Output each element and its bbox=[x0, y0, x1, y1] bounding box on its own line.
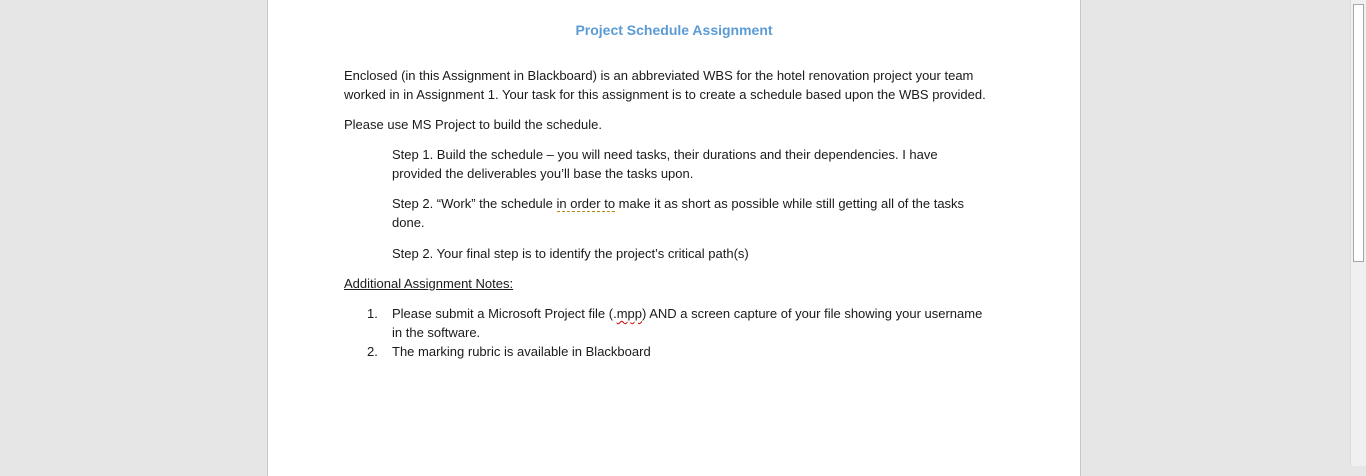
step-1-line-2: provided the deliverables you’ll base the tasks upon. bbox=[392, 166, 694, 181]
scroll-thumb[interactable] bbox=[1353, 4, 1364, 262]
document-page[interactable] bbox=[267, 0, 1081, 476]
document-title: Project Schedule Assignment bbox=[575, 22, 773, 38]
list-item-1-line-1 bbox=[392, 304, 1012, 323]
grammar-flagged-phrase[interactable]: in order to bbox=[556, 196, 616, 211]
list-number: 1. bbox=[367, 306, 378, 321]
use-ms-project-paragraph: Please use MS Project to build the schedule. bbox=[344, 117, 602, 132]
step-1-paragraph bbox=[392, 145, 1012, 183]
step-2-line-2: done. bbox=[392, 215, 425, 230]
step-2-suffix: make it as short as possible while still getting all of the tasks bbox=[615, 196, 965, 211]
step-1-line-1: Step 1. Build the schedule – you will need tasks, their durations and their dependencies. I have bbox=[392, 147, 938, 162]
list-item-1-prefix: Please submit a Microsoft Project file (. bbox=[392, 306, 617, 321]
list-item-1-suffix: ) AND a screen capture of your file showing your username bbox=[642, 306, 983, 321]
step-2-prefix: Step 2. “Work” the schedule bbox=[392, 196, 557, 211]
step-3-paragraph: Step 2. Your final step is to identify the project’s critical path(s) bbox=[392, 246, 749, 261]
list-number: 2. bbox=[367, 344, 378, 359]
list-item-1-line-2: in the software. bbox=[392, 325, 481, 340]
spelling-flagged-word[interactable]: mpp bbox=[616, 306, 642, 321]
intro-paragraph bbox=[344, 66, 1014, 104]
list-item bbox=[344, 304, 1024, 342]
step-2-paragraph bbox=[392, 194, 1012, 232]
intro-line-2: worked in in Assignment 1. Your task for this assignment is to create a schedule based upon the WBS provided. bbox=[344, 87, 986, 102]
notes-heading: Additional Assignment Notes: bbox=[344, 276, 514, 291]
list-item bbox=[344, 342, 1024, 361]
list-item-text bbox=[392, 304, 1012, 342]
vertical-scrollbar[interactable] bbox=[1350, 0, 1366, 466]
list-item-2-text: The marking rubric is available in Blackboard bbox=[392, 344, 651, 359]
step-2-line-1 bbox=[392, 194, 1012, 213]
intro-line-1: Enclosed (in this Assignment in Blackboard) is an abbreviated WBS for the hotel renovation project your team bbox=[344, 68, 974, 83]
